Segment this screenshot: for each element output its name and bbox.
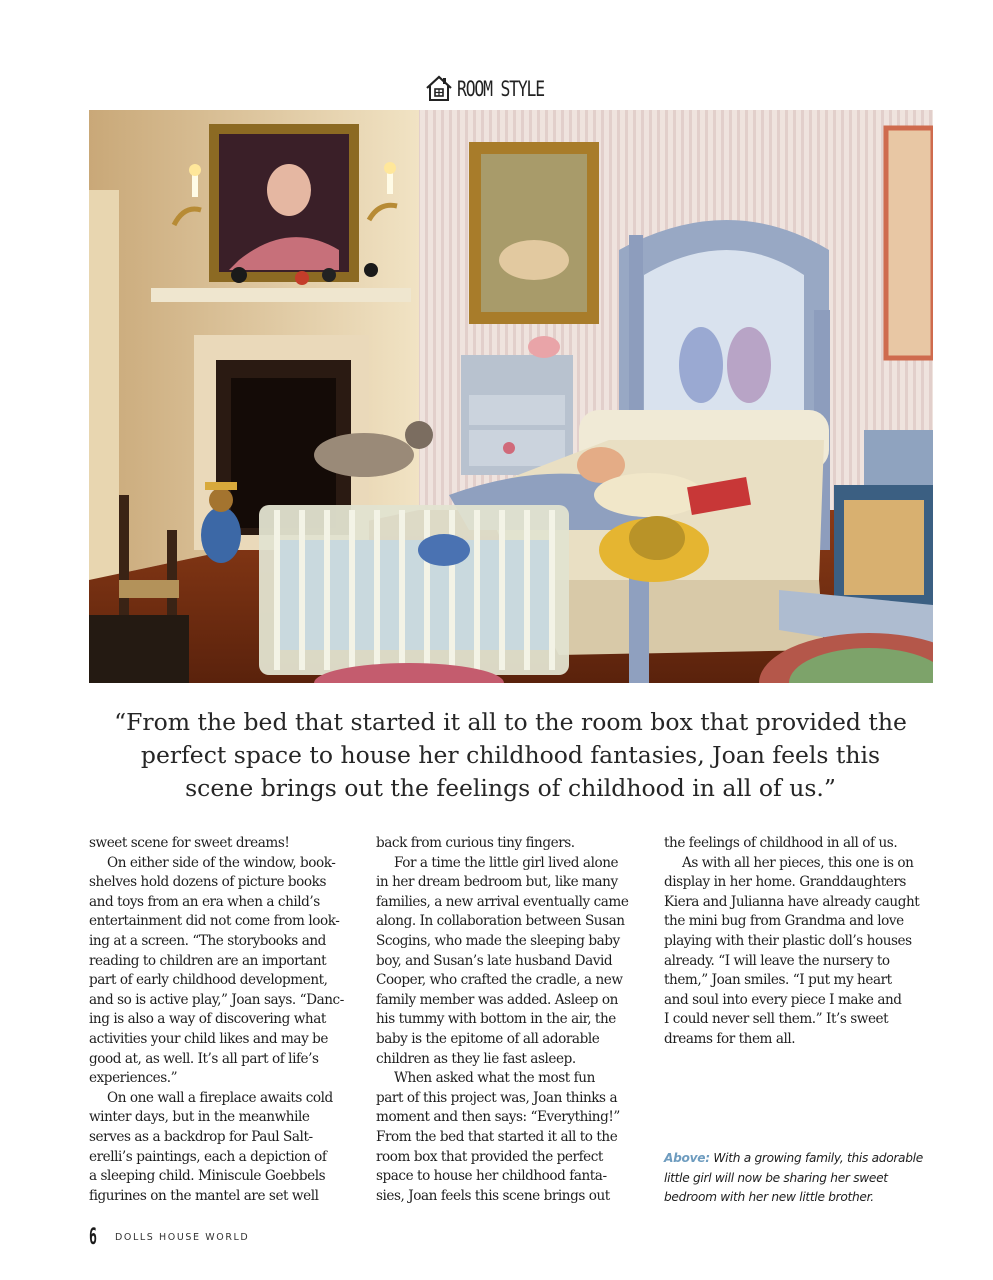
- page-footer: [89, 1224, 249, 1250]
- article-line: erelli’s paintings, each a depiction of: [89, 1148, 327, 1165]
- caption-text: With a growing family, this adorable: [713, 1151, 923, 1165]
- nursery-photo: [89, 110, 933, 683]
- article-line: sweet scene for sweet dreams!: [89, 835, 290, 851]
- article-line: room box that provided the perfect: [376, 1148, 603, 1165]
- article-line: shelves hold dozens of picture books: [89, 874, 326, 891]
- article-line: already. “I will leave the nursery to: [664, 952, 890, 969]
- article-line: space to house her childhood fanta-: [376, 1168, 607, 1185]
- article-line: a sleeping child. Miniscule Goebbels: [89, 1168, 326, 1185]
- article-line: I could never sell them.” It’s sweet: [664, 1011, 889, 1028]
- article-line: Cooper, who crafted the cradle, a new: [376, 972, 623, 989]
- pull-quote-line: scene brings out the feelings of childhood in all of us.”: [185, 774, 836, 802]
- article-line: activities your child likes and may be: [89, 1030, 329, 1047]
- pull-quote-line: “From the bed that started it all to the room box that provided the: [114, 708, 907, 736]
- article-line: in her dream bedroom but, like many: [376, 874, 618, 891]
- article-line: From the bed that started it all to the: [376, 1128, 618, 1145]
- article-line: moment and then says: “Everything!”: [376, 1109, 620, 1126]
- article-line: part of this project was, Joan thinks a: [376, 1089, 618, 1106]
- article-line: playing with their plastic doll’s houses: [664, 932, 912, 949]
- article-line: family member was added. Asleep on: [376, 991, 618, 1008]
- article-line: experiences.”: [89, 1070, 178, 1087]
- caption-label: Above:: [664, 1151, 710, 1165]
- article-line: along. In collaboration between Susan: [376, 913, 625, 930]
- article-line: As with all her pieces, this one is on: [682, 854, 914, 871]
- article-line: serves as a backdrop for Paul Salt-: [89, 1128, 313, 1145]
- article-line: Scogins, who made the sleeping baby: [376, 932, 620, 949]
- article-line: When asked what the most fun: [394, 1070, 595, 1087]
- article-line: ing is also a way of discovering what: [89, 1011, 326, 1028]
- article-line: On either side of the window, book-: [107, 854, 336, 871]
- article-line: the mini bug from Grandma and love: [664, 913, 904, 930]
- article-line: back from curious tiny fingers.: [376, 835, 575, 851]
- article-column-2: [376, 834, 646, 1206]
- article-line: the feelings of childhood in all of us.: [664, 835, 898, 851]
- article-line: his tummy with bottom in the air, the: [376, 1011, 616, 1028]
- article-line: For a time the little girl lived alone: [394, 854, 619, 871]
- article-line: figurines on the mantel are set well: [89, 1187, 319, 1204]
- section-header: [0, 72, 993, 106]
- caption-line: [664, 1149, 939, 1169]
- article-line: reading to children are an important: [89, 952, 327, 969]
- article-line: them,” Joan smiles. “I put my heart: [664, 972, 892, 989]
- photo-caption: [664, 1149, 939, 1208]
- page-number: 6: [89, 1224, 97, 1250]
- house-icon: [425, 74, 453, 104]
- caption-line: little girl will now be sharing her sweet: [664, 1170, 888, 1185]
- article-line: Kiera and Julianna have already caught: [664, 893, 920, 910]
- article-line: dreams for them all.: [664, 1030, 796, 1047]
- article-line: ing at a screen. “The storybooks and: [89, 932, 326, 949]
- pull-quote-line: perfect space to house her childhood fantasies, Joan feels this: [140, 741, 881, 769]
- caption-line: bedroom with her new little brother.: [664, 1190, 874, 1205]
- article-line: On one wall a fireplace awaits cold: [107, 1089, 333, 1106]
- article-line: part of early childhood development,: [89, 972, 328, 989]
- article-line: and soul into every piece I make and: [664, 991, 902, 1008]
- article-line: and so is active play,” Joan says. “Danc-: [89, 991, 344, 1008]
- article-line: entertainment did not come from look-: [89, 913, 340, 930]
- article-line: baby is the epitome of all adorable: [376, 1030, 600, 1047]
- section-title: ROOM STYLE: [456, 77, 544, 101]
- article-line: children as they lie fast asleep.: [376, 1050, 576, 1067]
- article-line: display in her home. Granddaughters: [664, 874, 906, 891]
- article-line: families, a new arrival eventually came: [376, 893, 629, 910]
- article-line: boy, and Susan’s late husband David: [376, 952, 613, 969]
- article-line: winter days, but in the meanwhile: [89, 1109, 310, 1126]
- article-column-3: [664, 834, 934, 1050]
- article-line: and toys from an era when a child’s: [89, 893, 320, 910]
- magazine-name: DOLLS HOUSE WORLD: [115, 1231, 250, 1243]
- pull-quote: [100, 706, 921, 805]
- article-line: good at, as well. It’s all part of life’s: [89, 1050, 319, 1067]
- article-line: sies, Joan feels this scene brings out: [376, 1187, 610, 1204]
- article-column-1: [89, 834, 359, 1206]
